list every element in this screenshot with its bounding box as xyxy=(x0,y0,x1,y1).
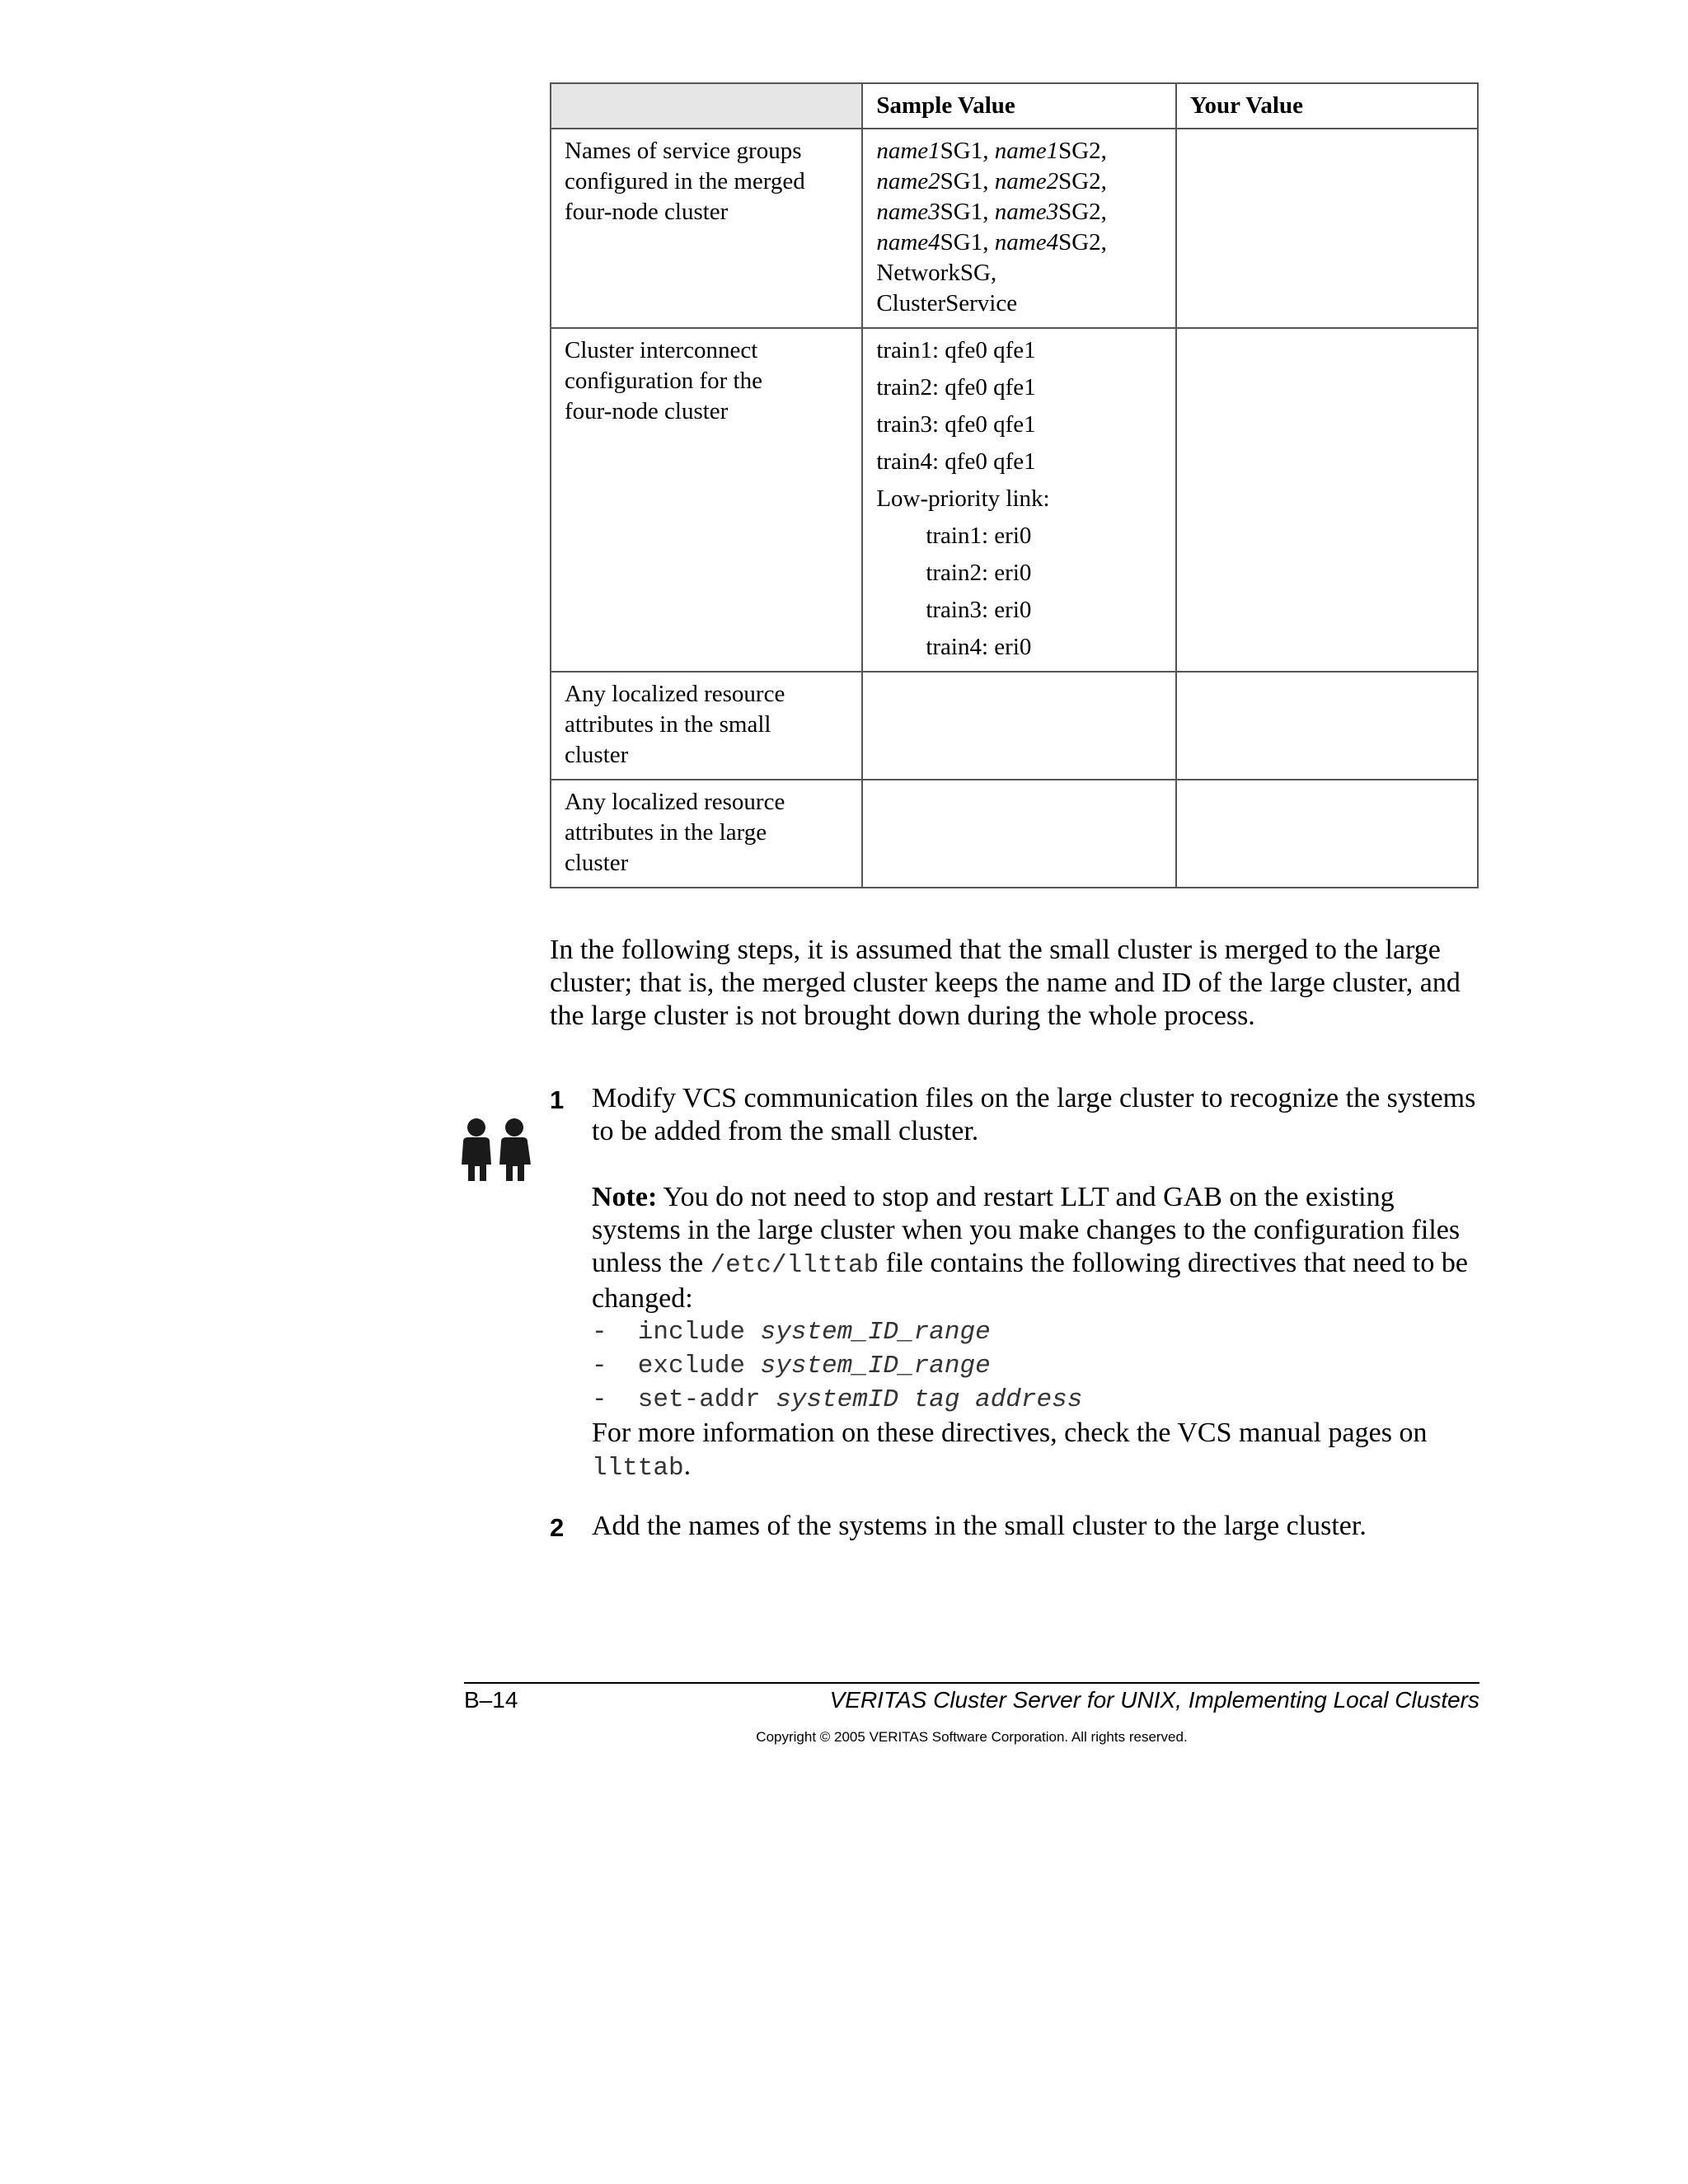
intro-line: cluster; that is, the merged cluster keeps the name and ID of the large cluster, and xyxy=(550,968,1461,998)
table-cell-parameter xyxy=(551,129,862,328)
table-cell-sample xyxy=(862,328,1175,672)
footer-title: VERITAS Cluster Server for UNIX, Implementing Local Clusters xyxy=(829,1687,1479,1713)
cell-text: Names of service groups xyxy=(565,138,802,164)
step-1-text xyxy=(592,1082,1482,1485)
table-header-row xyxy=(551,83,1478,129)
cell-text: name1SG1, name1SG2, xyxy=(876,138,1107,164)
table-header-blank xyxy=(551,83,862,129)
intro-line: the large cluster is not brought down during the whole process. xyxy=(550,1001,1255,1031)
cell-text: four-node cluster xyxy=(565,199,729,225)
low-priority-entry: train3: eri0 xyxy=(926,597,1032,623)
table-cell-sample xyxy=(862,780,1175,888)
more-info-line: For more information on these directives, check the VCS manual pages on xyxy=(592,1418,1428,1448)
cell-text: Any localized resource xyxy=(565,789,785,815)
link-entry: train4: qfe0 qfe1 xyxy=(876,448,1036,475)
step-2 xyxy=(550,1510,1481,1547)
table-cell-parameter xyxy=(551,672,862,780)
low-priority-entry: train2: eri0 xyxy=(926,560,1032,586)
more-info-line: llttab. xyxy=(592,1451,692,1483)
cell-text: configuration for the xyxy=(565,368,762,394)
table-cell-your-value xyxy=(1176,780,1478,888)
note-line: unless the /etc/llttab file contains the following directives that need to be xyxy=(592,1248,1468,1280)
step-1 xyxy=(550,1082,1481,1494)
table-cell-parameter xyxy=(551,328,862,672)
step-number: 2 xyxy=(550,1513,565,1542)
cell-text: Any localized resource xyxy=(565,681,785,707)
step-line: to be added from the small cluster. xyxy=(592,1116,979,1146)
table-row xyxy=(551,328,1478,672)
step-number: 1 xyxy=(550,1085,565,1114)
directive-line: - set-addr systemID tag address xyxy=(592,1385,1083,1414)
llttab-path: /etc/llttab xyxy=(710,1251,879,1280)
step-line: Modify VCS communication files on the large cluster to recognize the systems xyxy=(592,1083,1476,1113)
low-priority-label: Low-priority link: xyxy=(876,485,1050,512)
table-cell-your-value xyxy=(1176,328,1478,672)
link-entry: train1: qfe0 qfe1 xyxy=(876,337,1036,363)
directive-line: - exclude system_ID_range xyxy=(592,1352,991,1380)
cell-text: name3SG1, name3SG2, xyxy=(876,199,1107,225)
llttab-man-page: llttab xyxy=(592,1454,684,1483)
table-cell-parameter xyxy=(551,780,862,888)
footer-rule xyxy=(464,1682,1479,1684)
two-people-icon xyxy=(458,1117,534,1181)
page-number: B–14 xyxy=(464,1687,518,1713)
copyright-notice: Copyright © 2005 VERITAS Software Corporation. All rights reserved. xyxy=(756,1729,1188,1745)
cell-text: ClusterService xyxy=(876,290,1018,316)
note-line: changed: xyxy=(592,1283,693,1314)
cell-text: name2SG1, name2SG2, xyxy=(876,168,1107,194)
cell-text: attributes in the small xyxy=(565,711,771,738)
intro-paragraph xyxy=(550,934,1481,1033)
table-header-sample: Sample Value xyxy=(862,83,1175,129)
cell-text: configured in the merged xyxy=(565,168,805,194)
cell-text: four-node cluster xyxy=(565,398,729,424)
note-line: systems in the large cluster when you make changes to the configuration files xyxy=(592,1215,1461,1245)
note-label: Note: xyxy=(592,1182,658,1212)
note-line: Note: You do not need to stop and restart LLT and GAB on the existing xyxy=(592,1182,1395,1212)
link-entry: train2: qfe0 qfe1 xyxy=(876,374,1036,401)
table-row xyxy=(551,129,1478,328)
link-entry: train3: qfe0 qfe1 xyxy=(876,411,1036,438)
cell-text: attributes in the large xyxy=(565,819,767,846)
cell-text: Cluster interconnect xyxy=(565,337,758,363)
table-header-your-value: Your Value xyxy=(1176,83,1478,129)
table-cell-your-value xyxy=(1176,672,1478,780)
intro-line: In the following steps, it is assumed that the small cluster is merged to the large xyxy=(550,935,1441,965)
cell-text: name4SG1, name4SG2, xyxy=(876,229,1107,255)
cell-text: cluster xyxy=(565,850,629,876)
table-row xyxy=(551,672,1478,780)
low-priority-entry: train1: eri0 xyxy=(926,523,1032,549)
cell-text: cluster xyxy=(565,742,629,768)
table-row xyxy=(551,780,1478,888)
low-priority-entry: train4: eri0 xyxy=(926,634,1032,660)
table-cell-sample xyxy=(862,672,1175,780)
cell-text: NetworkSG, xyxy=(876,260,997,286)
table-cell-sample xyxy=(862,129,1175,328)
worksheet-table xyxy=(550,82,1479,888)
step-2-text: Add the names of the systems in the small cluster to the large cluster. xyxy=(592,1511,1367,1541)
directive-line: - include system_ID_range xyxy=(592,1318,991,1347)
table-cell-your-value xyxy=(1176,129,1478,328)
